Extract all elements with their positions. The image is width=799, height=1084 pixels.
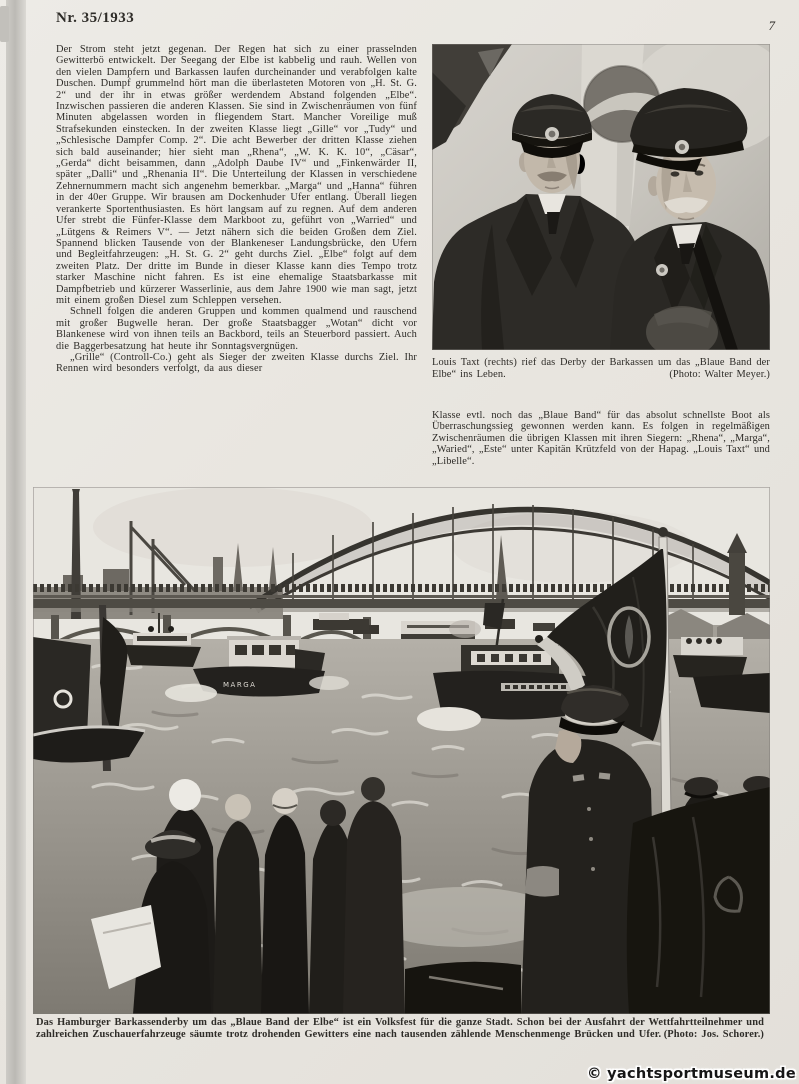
scanner-shadow-strip [6,0,26,1084]
sailor-cap [169,779,201,811]
article-paragraph-2: Schnell folgen die anderen Gruppen und kommen qualmend und rauschend mit großer Bugwelle heran. Der große Staatsbagger „Wotan“ dicht vor Blankenese wird von ihnen teils an Backbord, teils an Steuerbord passiert. Auch die Baggerbesatzung hat heute ihr Sonntagsvergnügen. [56,306,417,352]
article-paragraph-3: „Grille“ (Controll-Co.) geht als Sieger der zweiten Klasse durchs Ziel. Ihr Rennen wird besonders verfolgt, da aus dieser [56,351,417,375]
photo-credit: (Photo: Jos. Schorer.) [663,1029,764,1041]
photo-credit: (Photo: Walter Meyer.) [669,369,770,380]
portrait-photo-illustration [432,44,770,350]
photo-louis-taxt-portrait [432,44,770,350]
watermark: © yachtsportmuseum.de [586,1066,796,1082]
article-paragraph-1: Der Strom steht jetzt gegenan. Der Regen hat sich zu einer prasselnden Gewitterbö entwickelt. Der Seegang der Elbe ist kabbelig und rauh. Wellen von den vielen Dampfern und Barkassen laufen durcheinander und verabfolgen kalte Duschen. Dumpf grummelnd hört man die überlasteten Motoren von „H. St. G. 2“ und der ihr in etwas größer werdendem Abstand folgenden „Elbe“. Inzwischen passieren die anderen Klassen. Sie sind in Zwischenräumen von fünf Minuten abgelassen worden in fliegendem Start. Mancher Voreilige muß Strafsekunden einstecken. In der zweiten Klasse liegt „Gille“ vor „Tudy“ und „Schlesische Dampfer Comp. 2“. Die acht Bewerber der dritten Klasse ziehen sich bald auseinander; hier sieht man „Rhena“, „W. K. K. 10“, „Cäsar“, „Gerda“ dicht beisammen, dann „Adolph Daube IV“ und „Finkenwärder II, später „Dalli“ und „Rhenania II“. Die Unterteilung der Klassen in verschiedene Zehnernummern macht sich angenehm bemerkbar. „Marga“ und „Hanna“ führen in der 40er Gruppe. Wir brausen am Dockenhuder Ufer entlang. Überall liegen verankerte Sportenthusiasten. Es hört langsam auf zu regnen. Auf dem anderen Ufer strebt die Fünfer-Klasse dem Markboot zu, geführt von „Warried“ und „Lütgens & Reimers V“. — Jetzt nähern sich die beiden Großen dem Ziel. Spannend blicken Tausende von der Blankeneser Landungsbrücke, den Ufern und Begleitfahrzeugen: „H. St. G. 2“ geht durchs Ziel. „Elbe“ folgt auf dem zweiten Platz. Der dritte im Bunde in dieser Klasse kann dies Tempo trotz starker Maschine nicht fahren. Es ist eine ehemalige Staatsbarkasse mit Dampfbetrieb und kürzerer Wasserlinie, aus dem Jahre 1900 wie man sagt, jetzt mit einem großen Diesel zum Schleppen versehen. [56,44,417,306]
article-column-left [56,44,417,375]
page-number: 7 [768,18,775,33]
photo-harbor-derby [33,487,770,1014]
article-right-paragraph: Klasse evtl. noch das „Blaue Band“ für das absolut schnellste Boot als Überraschungssieg gewonnen werden kann. Es folgen in regelmäßigen Zwischenräumen die übrigen Klassen mit ihren Siegern: „Rhena“, „Marga“, „Waried“, „Este“ unter Kapitän Krützfeld von der Hapag. „Louis Taxt“ und „Libelle“. [432,410,770,467]
caption-photo-bottom [36,1017,764,1042]
scan-edge-mark [0,6,9,42]
boat-deck-edge [405,962,521,1014]
caption-text: Das Hamburger Barkassenderby um das „Blaue Band der Elbe“ ist ein Volksfest für die ganze Stadt. Schon bei der Ausfahrt der Wettfahrtteilnehmer und zahlreichen Zuschauerfahrzeuge säumte trotz drohenden Gewitters eine nach tausenden zählende Menschenmenge Brücken und Ufer. [36,1017,764,1041]
armband [525,866,559,897]
article-column-right [432,410,770,467]
issue-number: Nr. 35/1933 [56,10,135,26]
caption-text: Louis Taxt (rechts) rief das Derby der Barkassen um das „Blaue Band der Elbe“ ins Leben. [432,357,770,380]
boat-name-label: MARGA [223,681,257,689]
bridge-tower [729,553,745,615]
draped-flag-right [627,787,770,1014]
caption-photo-top [432,357,770,381]
harbor-photo-illustration [33,487,770,1014]
